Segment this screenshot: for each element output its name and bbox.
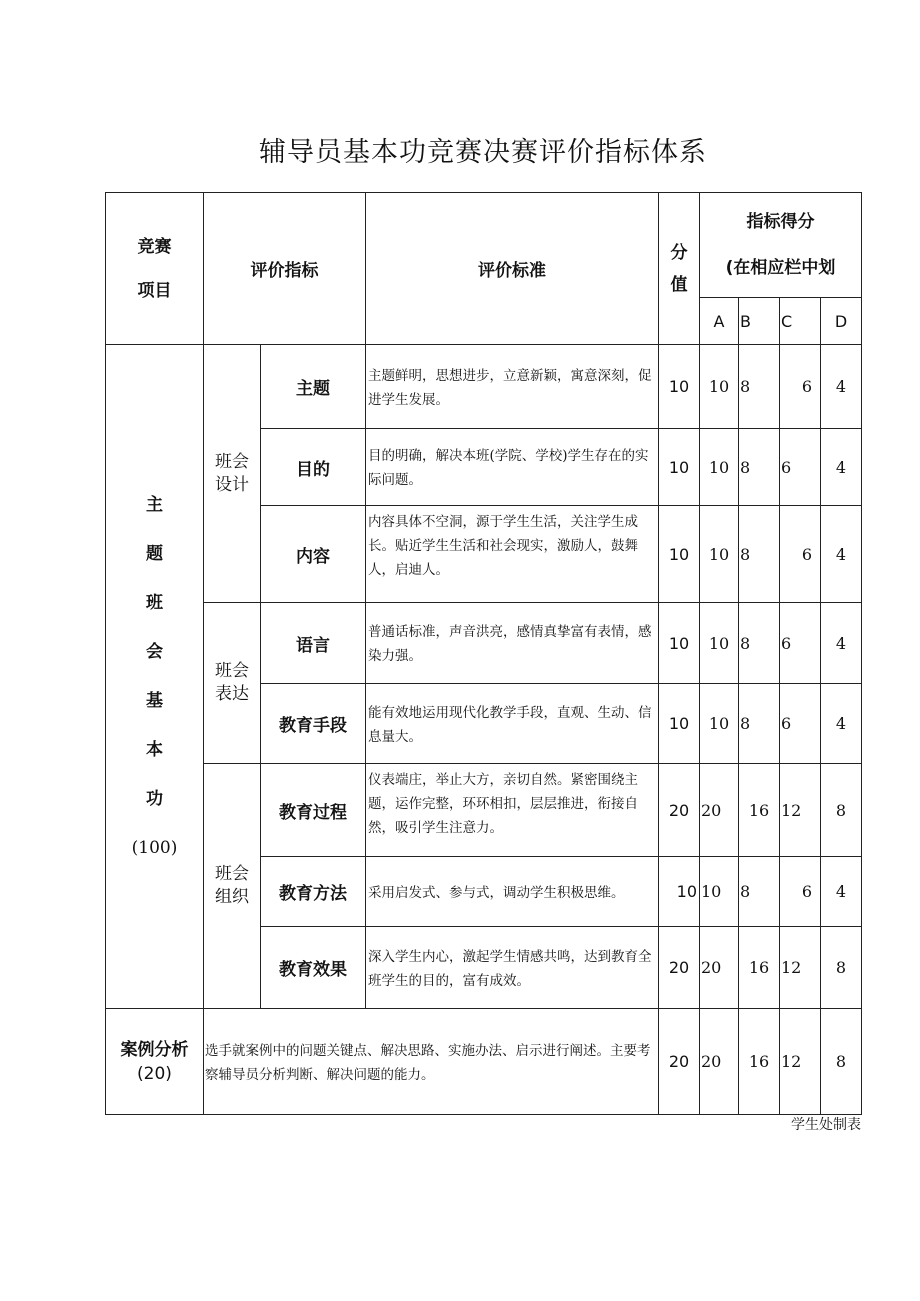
item-value: 20 [659, 927, 700, 1009]
table-row [106, 764, 862, 857]
group-design: 班会 设计 [204, 345, 261, 603]
score-b: 8 [739, 857, 780, 927]
table-row [106, 603, 862, 684]
score-d: 4 [821, 684, 862, 764]
score-c: 6 [780, 603, 821, 684]
score-d: 4 [821, 506, 862, 603]
item-value: 20 [659, 764, 700, 857]
score-b: 8 [739, 506, 780, 603]
score-a: 20 [700, 1009, 739, 1115]
header-value: 分 值 [659, 193, 700, 345]
item-standard: 普通话标准，声音洪亮，感情真挚富有表情，感染力强。 [366, 603, 659, 684]
score-d: 8 [821, 927, 862, 1009]
score-b: 8 [739, 345, 780, 429]
case-standard: 选手就案例中的问题关键点、解决思路、实施办法、启示进行阐述。主要考察辅导员分析判断、解决问题的能力。 [204, 1009, 659, 1115]
section-name-char: 功 [146, 788, 163, 809]
group-organization: 班会 组织 [204, 764, 261, 1009]
item-label: 教育效果 [261, 927, 366, 1009]
item-label: 语言 [261, 603, 366, 684]
score-d: 4 [821, 345, 862, 429]
footer-note: 学生处制表 [791, 1117, 861, 1133]
item-value: 10 [659, 429, 700, 506]
score-a: 10 [700, 345, 739, 429]
score-a: 10 [700, 857, 739, 927]
case-points: (20) [137, 1063, 172, 1084]
item-label: 主题 [261, 345, 366, 429]
score-b: 8 [739, 429, 780, 506]
header-score [700, 193, 862, 298]
item-standard: 目的明确，解决本班(学院、学校)学生存在的实际问题。 [366, 429, 659, 506]
section-case-analysis [106, 1009, 204, 1115]
score-b: 16 [739, 927, 780, 1009]
header-score-title: 指标得分 [746, 212, 815, 232]
score-c: 12 [780, 1009, 821, 1115]
item-value: 10 [659, 506, 700, 603]
section-name-char: 会 [146, 641, 163, 662]
grade-d-header: D [821, 298, 862, 345]
item-standard: 能有效地运用现代化教学手段，直观、生动、信息量大。 [366, 684, 659, 764]
section-points: (100) [131, 837, 178, 858]
score-c: 6 [780, 684, 821, 764]
item-label: 教育过程 [261, 764, 366, 857]
score-d: 8 [821, 764, 862, 857]
grade-c-header: C [780, 298, 821, 345]
item-standard: 采用启发式、参与式，调动学生积极思维。 [366, 857, 659, 927]
header-standard: 评价标准 [366, 193, 659, 345]
score-a: 20 [700, 764, 739, 857]
table-row [106, 1009, 862, 1115]
section-name-char: 主 [146, 494, 163, 515]
grade-a-header: A [700, 298, 739, 345]
score-a: 10 [700, 603, 739, 684]
item-standard: 深入学生内心，激起学生情感共鸣，达到教育全班学生的目的，富有成效。 [366, 927, 659, 1009]
score-b: 16 [739, 764, 780, 857]
score-a: 20 [700, 927, 739, 1009]
score-b: 8 [739, 603, 780, 684]
item-label: 教育方法 [261, 857, 366, 927]
header-score-note: (在相应栏中划 [725, 258, 836, 278]
score-d: 4 [821, 857, 862, 927]
score-b: 16 [739, 1009, 780, 1115]
item-value: 10 [659, 603, 700, 684]
item-standard: 仪表端庄，举止大方，亲切自然。紧密围绕主题，运作完整，环环相扣，层层推进，衔接自然，吸引学生注意力。 [366, 764, 659, 857]
score-b: 8 [739, 684, 780, 764]
header-indicator: 评价指标 [204, 193, 366, 345]
item-standard: 内容具体不空洞，源于学生生活，关注学生成长。贴近学生生活和社会现实，激励人，鼓舞人，启迪人。 [366, 506, 659, 603]
section-name-char: 题 [146, 543, 163, 564]
header-project: 竞赛 项目 [106, 193, 204, 345]
document-title: 辅导员基本功竞赛决赛评价指标体系 [259, 137, 707, 168]
score-c: 6 [780, 429, 821, 506]
score-d: 8 [821, 1009, 862, 1115]
score-a: 10 [700, 506, 739, 603]
grade-b-header: B [739, 298, 780, 345]
score-c: 6 [780, 857, 821, 927]
item-standard: 主题鲜明，思想进步，立意新颖，寓意深刻，促进学生发展。 [366, 345, 659, 429]
score-d: 4 [821, 603, 862, 684]
score-d: 4 [821, 429, 862, 506]
case-value: 20 [659, 1009, 700, 1115]
section-name-char: 班 [146, 592, 163, 613]
table-row [106, 345, 862, 429]
score-c: 6 [780, 506, 821, 603]
group-expression: 班会 表达 [204, 603, 261, 764]
score-c: 12 [780, 764, 821, 857]
item-label: 内容 [261, 506, 366, 603]
score-a: 10 [700, 429, 739, 506]
section-main-theme [106, 345, 204, 1009]
item-value: 10 [659, 684, 700, 764]
section-name-char: 基 [146, 690, 163, 711]
evaluation-table [105, 192, 862, 1115]
score-c: 6 [780, 345, 821, 429]
score-a: 10 [700, 684, 739, 764]
item-value: 10 [659, 345, 700, 429]
item-label: 教育手段 [261, 684, 366, 764]
section-name-char: 本 [146, 739, 163, 760]
item-label: 目的 [261, 429, 366, 506]
case-name: 案例分析 [120, 1039, 189, 1060]
score-c: 12 [780, 927, 821, 1009]
item-value: 10 [659, 857, 700, 927]
